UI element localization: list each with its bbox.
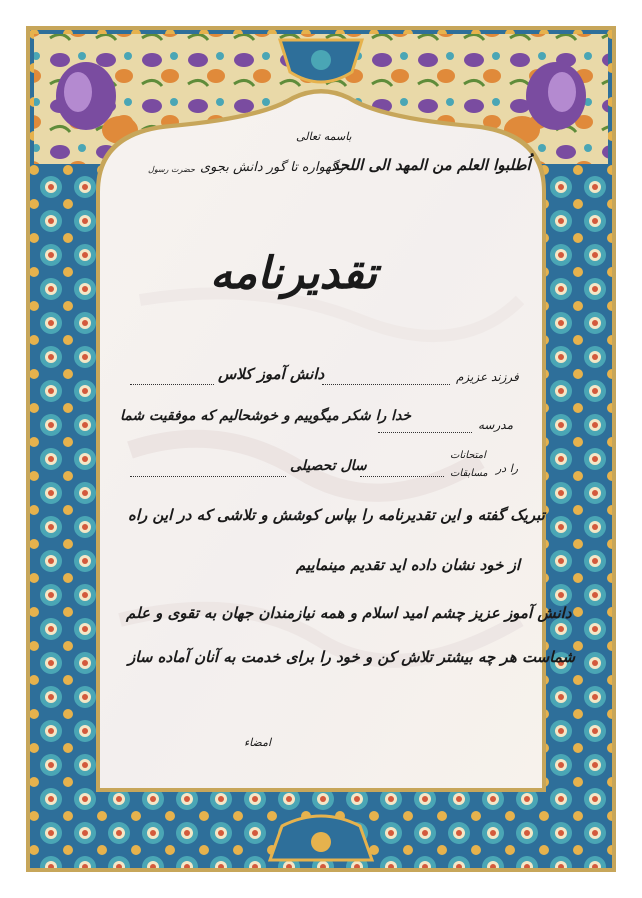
field-year-text: سال تحصیلی [290,458,367,474]
hadith-arabic: اُطلبوا العلم من المهد الی اللحد [332,156,531,174]
field-exams: امتحانات [450,450,486,461]
hadith-persian: زگهواره تا گور دانش بجوی [200,160,344,175]
field-competitions: مسابقات [450,468,488,479]
field-year-blank [130,476,286,477]
body-line-2: از خود نشان داده اید تقدیم مینماییم [296,556,520,574]
hadith-attribution: حضرت رسول [148,165,195,174]
field-child-blank [322,384,450,385]
body-line-1: تبریک گفته و این تقدیرنامه را بپاس کوشش و تلاشی که در این راه [128,506,545,524]
field-school-blank [378,432,472,433]
bismillah-text: باسمه تعالی [296,130,352,143]
field-student-text: دانش آموز کلاس [218,365,325,383]
body-line-3: دانش آموز عزیز چشم امید اسلام و همه نیازمندان جهان به تقوی و علم [126,604,572,622]
field-rank-label: را در [496,462,519,475]
certificate-title: تقدیرنامه [210,248,377,299]
field-child-label: فرزند عزیزم [456,370,519,384]
body-line-4: شماست هر چه بیشتر تلاش کن و خود را برای خدمت به آنان آماده ساز [128,648,576,666]
field-school-label: مدرسه [478,418,514,432]
field-school-text: خدا را شکر میگوییم و خوشحالیم که موفقیت شما [120,408,412,424]
field-rank-blank [360,476,444,477]
field-class-blank [130,384,214,385]
signature-label: امضاء [244,736,272,749]
